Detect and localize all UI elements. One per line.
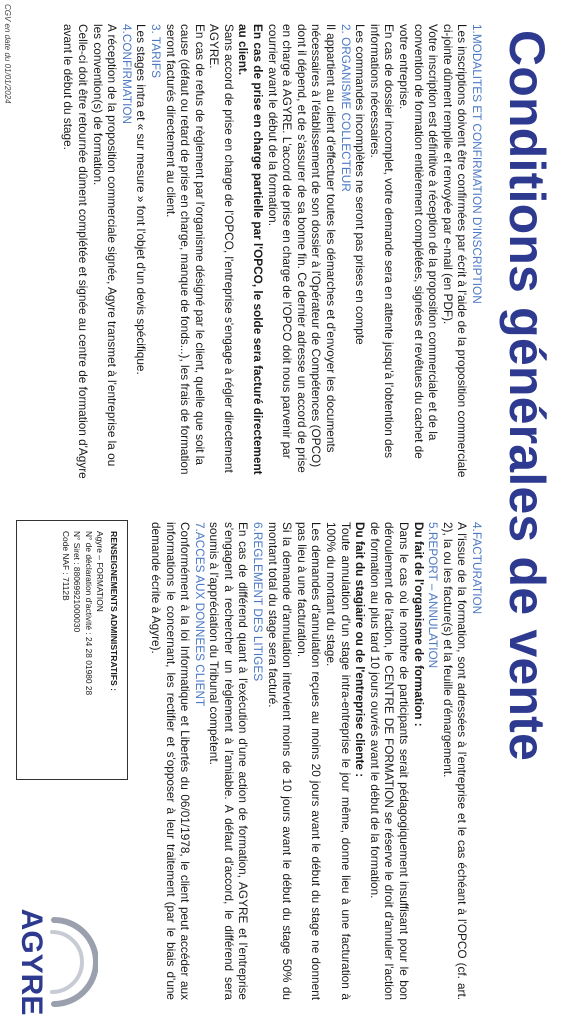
admin-heading: RENSEIGNEMENTS ADMINISTRATIFS : — [109, 531, 119, 691]
right-column — [148, 522, 484, 1000]
left-column — [61, 24, 484, 482]
section-title-organisme: 2. ORGANISME COLLECTEUR — [338, 24, 353, 192]
paragraph: En cas de différend quant à l'exécution d'une action de formation, AGYRE et l'entreprise s'engagent à rechercher un règlement à l'amiable. A défaut d'accord, le différend sera soumis à l'appréciation du Tribunal compétent. — [207, 522, 251, 1000]
subheading: Du fait du stagiaire ou de l'entreprise cliente : — [353, 522, 368, 778]
section-title-donnees: 7.ACCES AUX DONNEES CLIENT — [192, 522, 207, 707]
footer-date: CGV en date du 01/01/2024 — [3, 4, 12, 104]
section-title-confirmation: 4.CONFIRMATION — [119, 24, 134, 125]
admin-line: Agyre – FORMATION — [95, 531, 106, 612]
admin-line: N° de déclaration d'activité : 24 28 01980 28 — [83, 531, 94, 696]
paragraph: En cas de refus de règlement par l'organisme désigné par le client, quelle que soit la cause (défaut ou retard de prise en charge, manque de fonds...), les frais de formation seront facturés directement au client. — [163, 24, 207, 475]
paragraph: En cas de dossier incomplet, votre demande sera en attente jusqu'à l'obtention des informations nécessaires. — [367, 24, 397, 459]
paragraph: Dans le cas où le nombre de participants serait pédagogiquement insuffisant pour le bon déroulement de l'action, le CENTRE DE FORMATION se réserve le droit d'annuler l'action de formation au plus tard 10 jours ouvrés avant le début de la formation. — [367, 522, 412, 1000]
section-title-report: 5.REPORT – ANNULATION — [426, 522, 441, 669]
paragraph: Il appartient au client d'effectuer toutes les démarches et d'envoyer les documents nécessaires à l'établissement de son dossier à l'Opérateur de Compétences (OPCO) dont il dépend, et de s'assurer de sa bonne fin. Ce dernier adresse un accord de prise en charge à AGYRE. L'accord de prise en charge de l'OPCO doit nous parvenir par courrier avant le début de la formation. — [265, 24, 339, 473]
admin-info-box — [16, 520, 128, 780]
admin-line: Code NAF : 7112B — [60, 531, 71, 601]
paragraph: Votre inscription est définitive à réception de la proposition commerciale et de la convention de formation entièrement complétées, signées et revêtues du cachet de votre entreprise. — [397, 24, 441, 459]
paragraph: Les demandes d'annulation reçues au moins 20 jours avant le début du stage ne donnent pas lieu à une facturation. — [294, 522, 324, 1000]
agyre-logo — [10, 906, 98, 1018]
section-title-litiges: 6.REGLEMENT DES LITIGES — [251, 522, 266, 682]
section-title-inscription: 1.MODALITES ET CONFIRMATION D'INSCRIPTION — [470, 24, 484, 304]
section-title-tarifs: 3. TARIFS — [148, 24, 163, 78]
paragraph: Les inscriptions doivent être confirmées par écrit à l'aide de la proposition commerciale ci-jointe dûment remplie et renvoyée par e-mail (en PDF). — [440, 24, 470, 478]
paragraph: Conformément à la loi Informatique et Libertés du 06/01/1978, le client peut accéder aux informations le concernant, les rectifier et s'opposer à leur traitement (par le biais d'une demande écrite à Agyre). — [148, 522, 193, 1000]
bold-paragraph: En cas de prise en charge partielle par l'OPCO, le solde sera facturé directement au client. — [236, 24, 266, 475]
paragraph: A réception de la proposition commerciale signée, Agyre transmet à l'entreprise la ou les convention(s) de formation. — [90, 24, 120, 467]
section-title-facturation: 4.FACTURATION — [470, 522, 484, 615]
paragraph: Celle-ci doit être retournée dûment complétée et signée au centre de formation d'Agyre avant le début du stage. — [61, 24, 90, 479]
paragraph: A l'issue de la formation, sont adressées à l'entreprise et le cas échéant à l'OPCO (cf. art. 2), la ou les facture(s) et la feuille d'émargement. — [440, 522, 470, 1000]
paragraph: Les commandes incomplètes ne seront pas prises en compte — [353, 24, 368, 345]
subheading: Du fait de l'organisme de formation : — [411, 522, 426, 727]
paragraph: Les stages intra et « sur mesure » font l'objet d'un devis spécifique. — [134, 24, 149, 375]
page-title: Conditions générales de vente — [499, 30, 555, 761]
paragraph: Toute annulation d'un stage intra-entreprise le jour même, donne lieu à une facturation à 100% du montant du stage. — [324, 522, 353, 1000]
admin-line: N° Siret : 88069921000030 — [72, 531, 83, 633]
paragraph: Sans accord de prise en charge de l'OPCO, l'entreprise s'engage à régler directement AGYRE. — [207, 24, 236, 473]
paragraph: Si la demande d'annulation intervient moins de 10 jours avant le début du stage 50% du montant total du stage sera facturé. — [265, 522, 295, 1000]
logo-text: AGYRE — [15, 908, 48, 1016]
